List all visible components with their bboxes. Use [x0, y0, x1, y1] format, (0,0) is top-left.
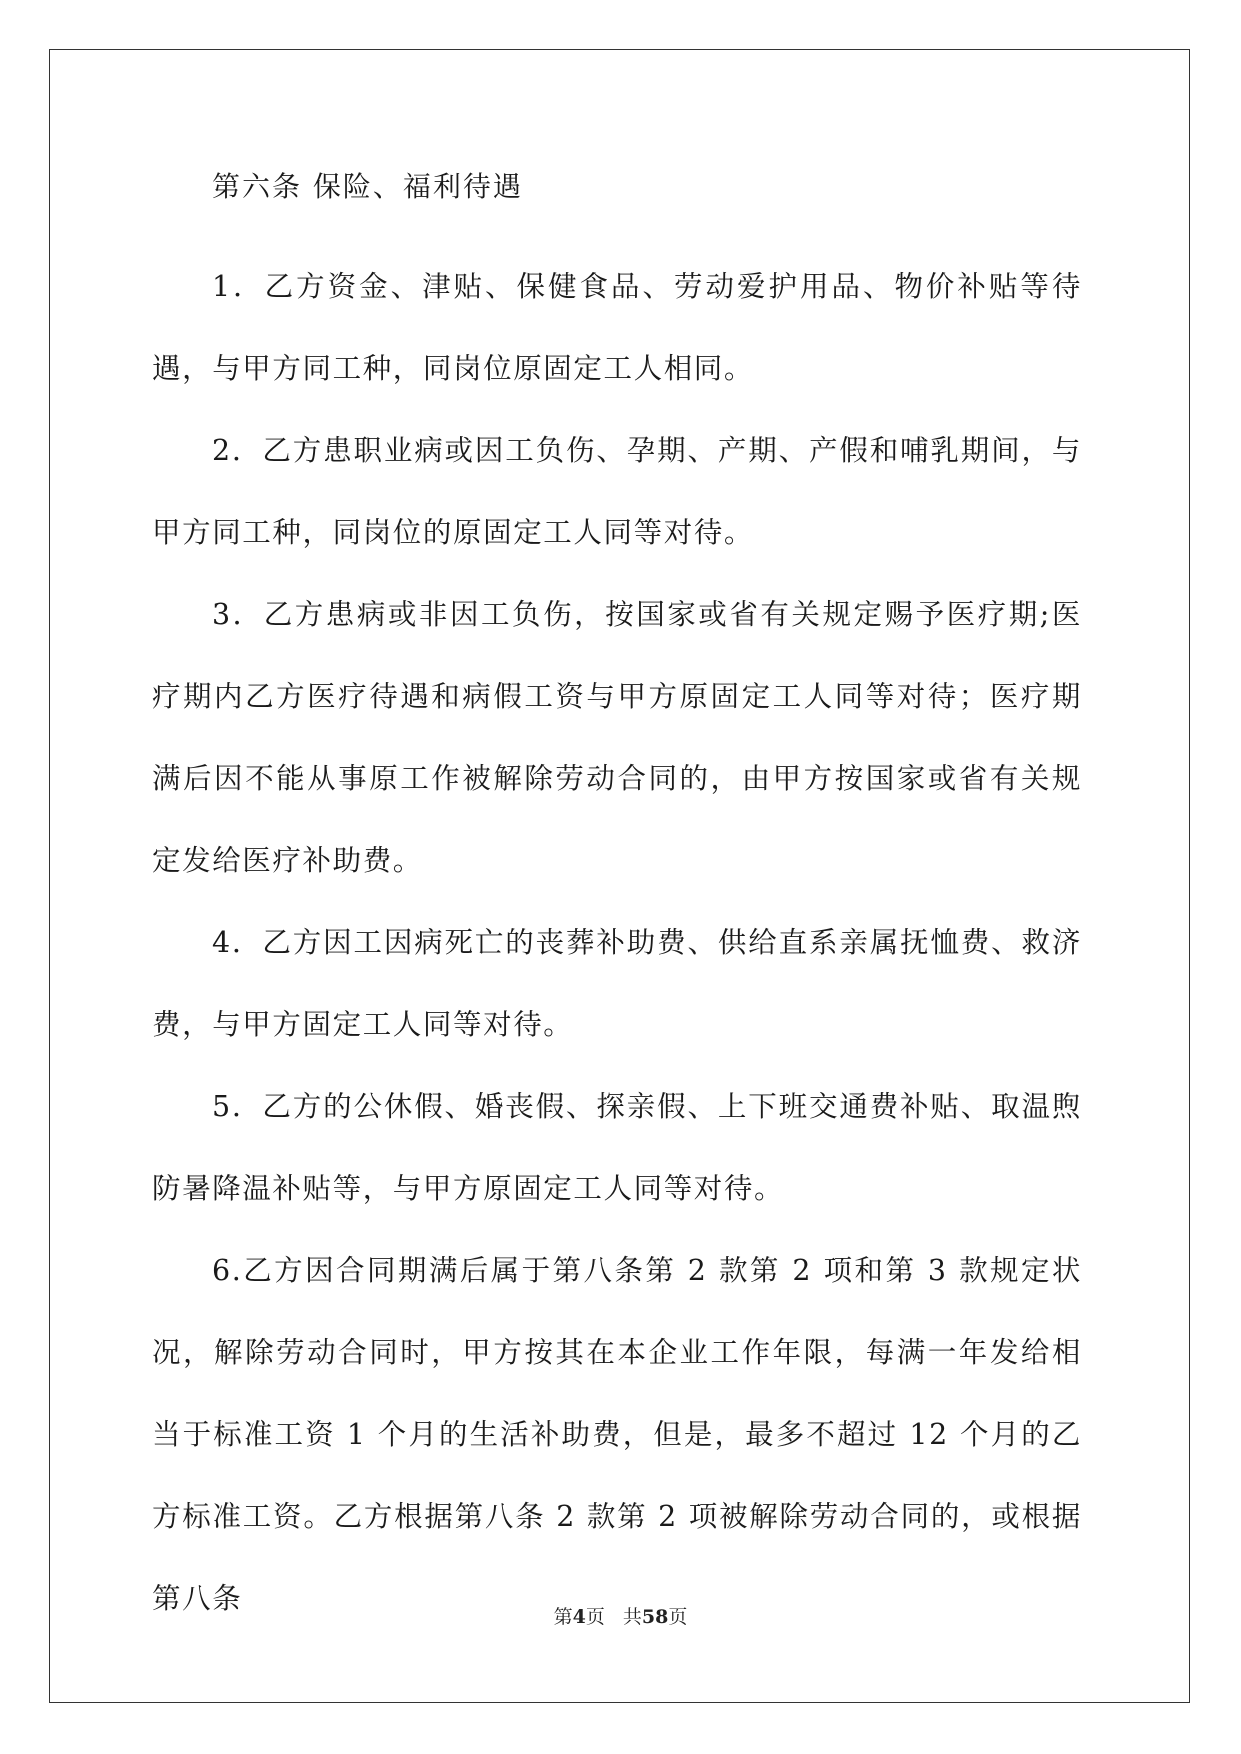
document-body: [152, 164, 1082, 1640]
paragraph-6: 6.乙方因合同期满后属于第八条第 2 款第 2 项和第 3 款规定状况，解除劳动合同时，甲方按其在本企业工作年限，每满一年发给相当于标准工资 1 个月的生活补助费，但是，最多不超过 12 个月的乙方标准工资。乙方根据第八条 2 款第 2 项被解除劳动合同的，或根据第八条: [152, 1254, 1082, 1615]
page-prefix: 第: [553, 1606, 573, 1628]
paragraph-4: 4．乙方因工因病死亡的丧葬补助费、供给直系亲属抚恤费、救济费，与甲方固定工人同等对待。: [152, 926, 1082, 1041]
page-suffix: 页: [585, 1606, 605, 1628]
page-footer: [0, 1602, 1241, 1629]
paragraph-1: 1．乙方资金、津贴、保健食品、劳动爱护用品、物价补贴等待遇，与甲方同工种，同岗位原固定工人相同。: [152, 270, 1082, 385]
paragraph-2: 2．乙方患职业病或因工负伤、孕期、产期、产假和哺乳期间，与甲方同工种，同岗位的原固定工人同等对待。: [152, 434, 1082, 549]
total-suffix: 页: [668, 1606, 688, 1628]
total-prefix: 共: [622, 1606, 642, 1628]
page-number: 4: [572, 1606, 586, 1628]
paragraph-3: 3．乙方患病或非因工负伤，按国家或省有关规定赐予医疗期;医疗期内乙方医疗待遇和病假工资与甲方原固定工人同等对待；医疗期满后因不能从事原工作被解除劳动合同的，由甲方按国家或省有关规定发给医疗补助费。: [152, 598, 1082, 877]
paragraph-5: 5．乙方的公休假、婚丧假、探亲假、上下班交通费补贴、取温煦防暑降温补贴等，与甲方原固定工人同等对待。: [152, 1090, 1082, 1205]
total-pages: 58: [641, 1606, 669, 1628]
article-heading: 第六条 保险、福利待遇: [212, 170, 523, 203]
